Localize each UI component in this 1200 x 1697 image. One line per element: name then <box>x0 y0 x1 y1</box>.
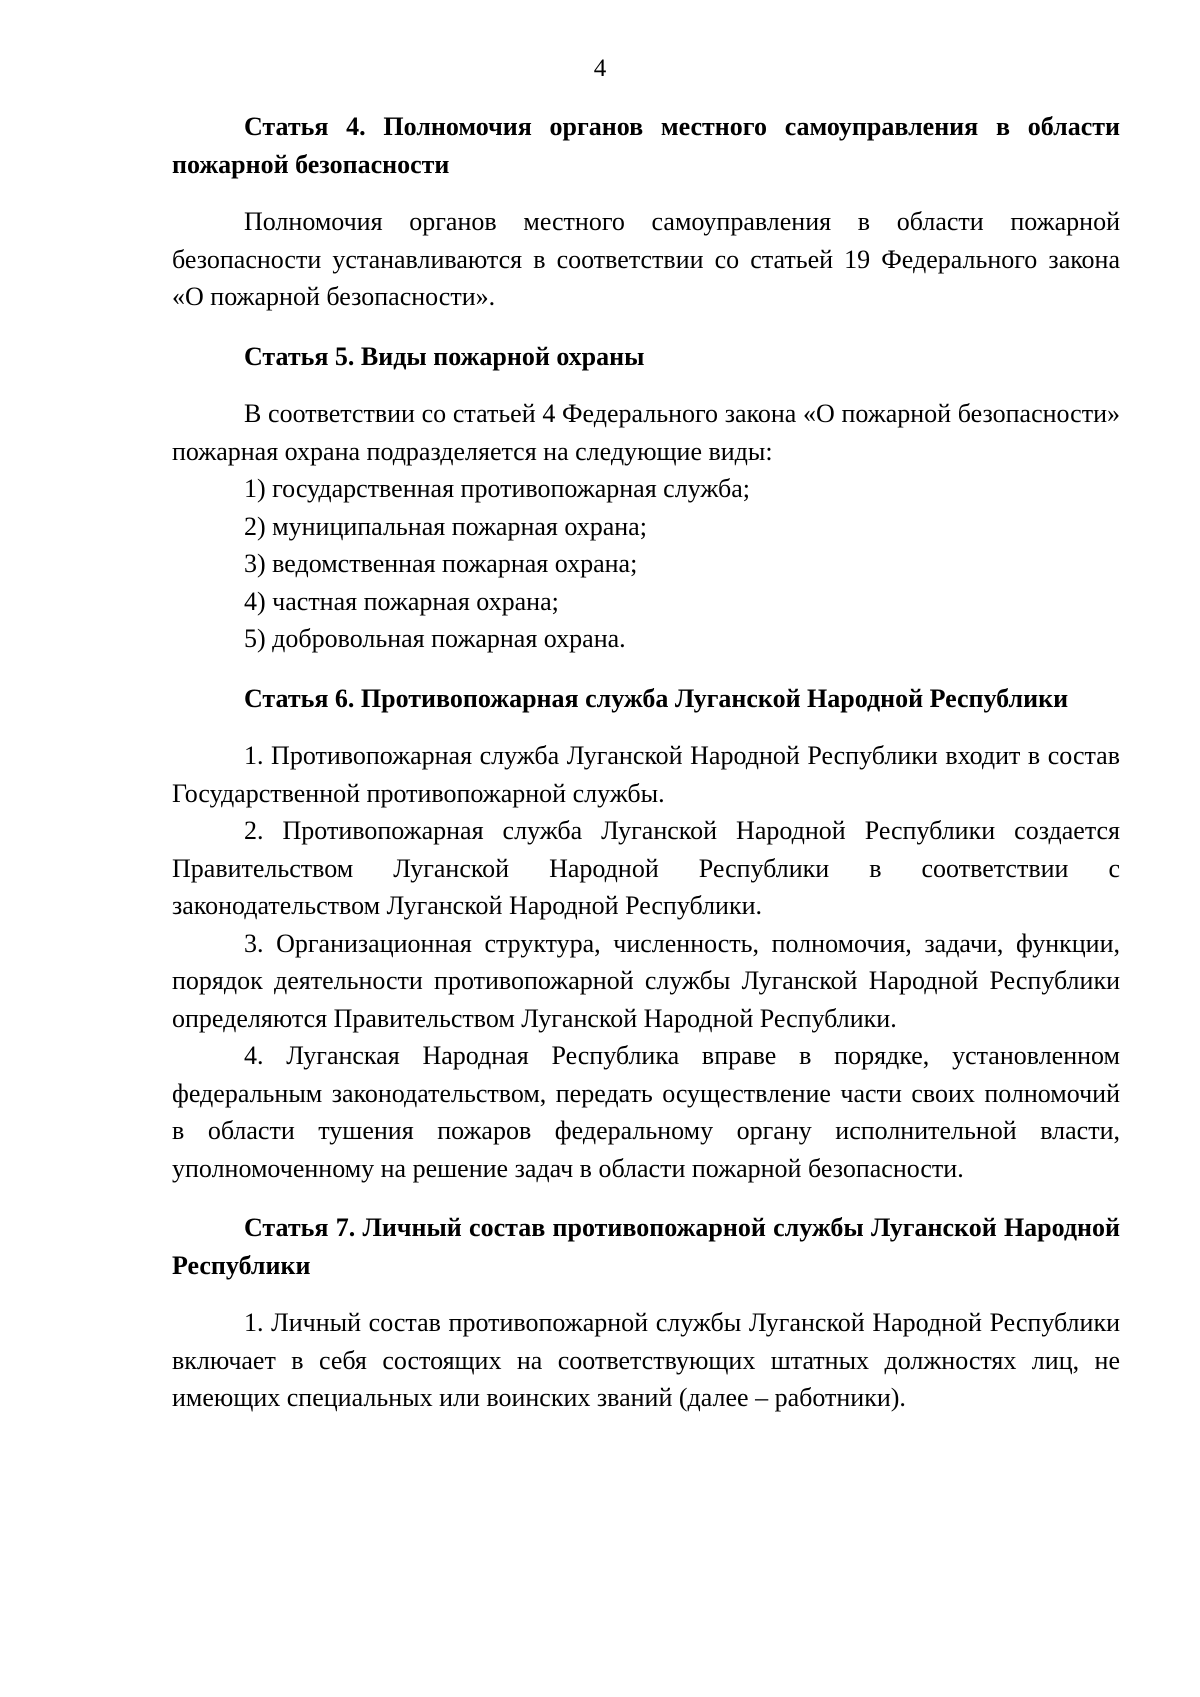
article-7-heading: Статья 7. Личный состав противопожарной службы Луганской Народной Республики <box>172 1213 1120 1280</box>
article-5-heading: Статья 5. Виды пожарной охраны <box>244 341 645 371</box>
article-6-paragraph-1: 1. Противопожарная служба Луганской Народной Республики входит в состав Государственной противопожарной службы. <box>172 741 1120 808</box>
article-4-heading: Статья 4. Полномочия органов местного самоуправления в области пожарной безопасности <box>172 112 1120 179</box>
list-item: 5) добровольная пожарная охрана. <box>244 624 626 653</box>
article-4-paragraph: Полномочия органов местного самоуправления в области пожарной безопасности устанавливаются в соответствии со статьей 19 Федерального закона «О пожарной безопасности». <box>172 207 1120 311</box>
article-6-paragraph-3: 3. Организационная структура, численность, полномочия, задачи, функции, порядок деятельности противопожарной службы Луганской Народной Республики определяются Правительством Луганской Народной Республики. <box>172 928 1120 1033</box>
article-6-paragraph-4: 4. Луганская Народная Республика вправе в порядке, установленном федеральным законодательством, передать осуществление части своих полномочий в области тушения пожаров федеральному органу исполнительной власти, уполномоченному на решение задач в области пожарной безопасности. <box>172 1041 1120 1183</box>
page-number: 4 <box>593 55 607 82</box>
list-item: 3) ведомственная пожарная охрана; <box>244 549 638 578</box>
article-6-paragraph-2: 2. Противопожарная служба Луганской Народной Республики создается Правительством Луганской Народной Республики в соответствии с законодательством Луганской Народной Республики. <box>172 816 1120 920</box>
list-item: 1) государственная противопожарная служба; <box>244 474 750 503</box>
article-7-paragraph-1: 1. Личный состав противопожарной службы Луганской Народной Республики включает в себя состоящих на соответствующих штатных должностях лиц, не имеющих специальных или воинских званий (далее – работники). <box>172 1308 1120 1412</box>
article-6-heading: Статья 6. Противопожарная служба Луганской Народной Республики <box>244 683 1069 713</box>
article-5-intro: В соответствии со статьей 4 Федерального закона «О пожарной безопасности» пожарная охрана подразделяется на следующие виды: <box>172 399 1120 466</box>
list-item: 4) частная пожарная охрана; <box>244 586 559 616</box>
document-body <box>172 108 1120 1417</box>
list-item: 2) муниципальная пожарная охрана; <box>244 511 647 541</box>
